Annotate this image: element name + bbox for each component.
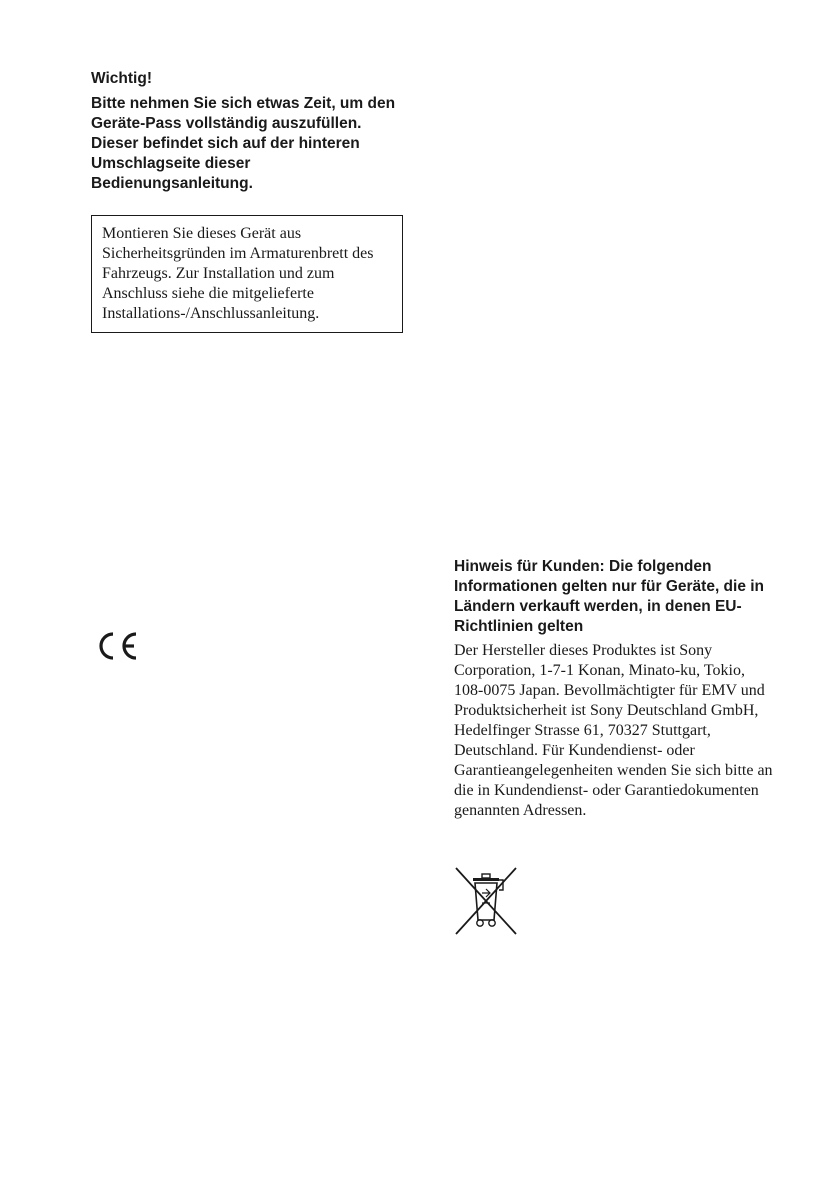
- mounting-notice-text: Montieren Sie dieses Gerät aus Sicherheitsgründen im Armaturenbrett des Fahrzeugs. Zur Installation und zum Anschluss siehe die mitgelieferte Installations-/Anschlussanleitung.: [102, 225, 374, 322]
- eu-customer-heading: Hinweis für Kunden: Die folgenden Informationen gelten nur für Geräte, die in Ländern verkauft werden, in denen EU-Richtlinien gelten: [454, 558, 765, 635]
- important-text: Bitte nehmen Sie sich etwas Zeit, um den Geräte-Pass vollständig auszufüllen. Dieser befindet sich auf der hinteren Umschlagseite dieser Bedienungsanleitung.: [91, 95, 396, 192]
- weee-bin-icon: [453, 865, 519, 937]
- mounting-notice-box: [91, 215, 403, 333]
- eu-customer-text: Der Hersteller dieses Produktes ist Sony Corporation, 1-7-1 Konan, Minato-ku, Tokio, 108-0075 Japan. Bevollmächtigter für EMV und Produktsicherheit ist Sony Deutschland GmbH, Hedelfinger Strasse 61, 70327 Stuttgart, Deutschland. Für Kundendienst- oder Garantieangelegenheiten wenden Sie sich bitte an die in Kundendienst- oder Garantiedokumenten genannten Adressen.: [454, 642, 773, 819]
- ce-mark-icon: [94, 630, 140, 662]
- important-heading: Wichtig!: [91, 70, 152, 87]
